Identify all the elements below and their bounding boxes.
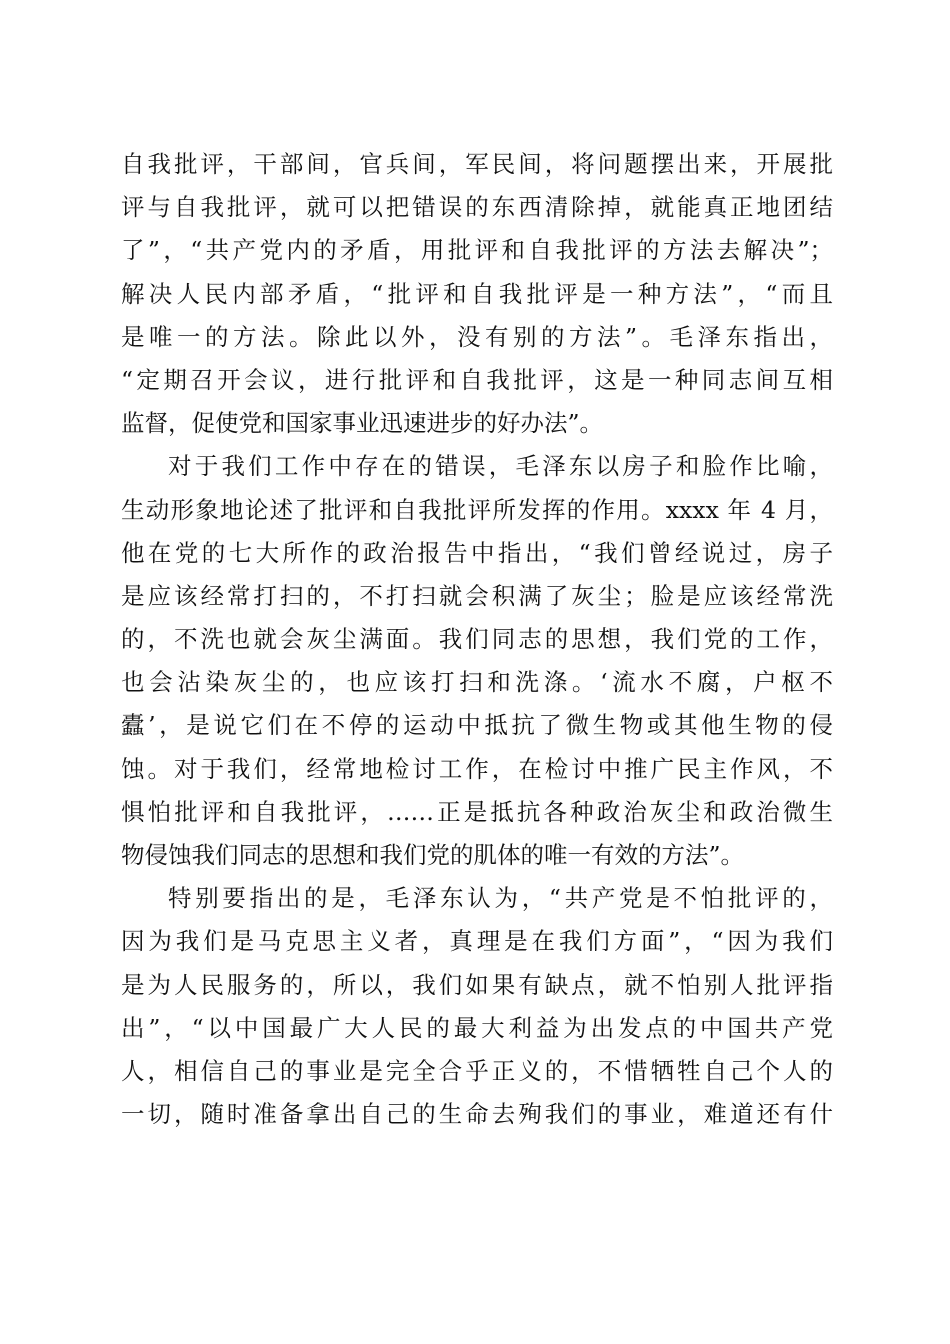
text-line: 是唯一的方法。除此以外，没有别的方法”。毛泽东指出，: [121, 322, 833, 351]
document-page: [121, 143, 833, 1136]
text-line: 是应该经常打扫的，不打扫就会积满了灰尘；脸是应该经常洗: [121, 581, 833, 610]
text-line: 对于我们工作中存在的错误，毛泽东以房子和脸作比喻，: [168, 452, 833, 481]
text-line: 特别要指出的是，毛泽东认为，“共产党是不怕批评的，: [168, 884, 833, 913]
text-line: 蠹’，是说它们在不停的运动中抵抗了微生物或其他生物的侵: [121, 711, 833, 740]
text-line: 了”，“共产党内的矛盾，用批评和自我批评的方法去解决”；: [121, 236, 833, 265]
text-line: 因为我们是马克思主义者，真理是在我们方面”，“因为我们: [121, 927, 833, 956]
text-line: 人，相信自己的事业是完全合乎正义的，不惜牺牲自己个人的: [121, 1056, 833, 1085]
text-line: 蚀。对于我们，经常地检讨工作，在检讨中推广民主作风，不: [121, 754, 833, 783]
paragraph-3: [121, 877, 833, 1136]
text-line: 解决人民内部矛盾，“批评和自我批评是一种方法”，“而且: [121, 279, 833, 308]
text-line: 一切，随时准备拿出自己的生命去殉我们的事业，难道还有什: [121, 1100, 833, 1129]
text-line: 的，不洗也就会灰尘满面。我们同志的思想，我们党的工作，: [121, 625, 833, 654]
text-line: 物侵蚀我们同志的思想和我们党的肌体的唯一有效的方法”。: [121, 841, 745, 869]
text-line: 生动形象地论述了批评和自我批评所发挥的作用。xxxx 年 4 月，: [121, 495, 833, 524]
text-line: 监督，促使党和国家事业迅速进步的好办法”。: [121, 409, 604, 438]
paragraph-2: [121, 445, 833, 877]
text-line: 出”，“以中国最广大人民的最大利益为出发点的中国共产党: [121, 1013, 833, 1042]
paragraph-1: [121, 143, 833, 445]
text-line: 自我批评，干部间，官兵间，军民间，将问题摆出来，开展批: [121, 150, 833, 178]
text-line: 也会沾染灰尘的，也应该打扫和洗涤。‘流水不腐，户枢不: [121, 668, 833, 697]
text-line: 评与自我批评，就可以把错误的东西清除掉，就能真正地团结: [121, 193, 833, 222]
text-line: 他在党的七大所作的政治报告中指出，“我们曾经说过，房子: [121, 538, 833, 567]
text-line: 惧怕批评和自我批评，……正是抵抗各种政治灰尘和政治微生: [121, 797, 833, 826]
text-line: “定期召开会议，进行批评和自我批评，这是一种同志间互相: [121, 365, 833, 394]
text-line: 是为人民服务的，所以，我们如果有缺点，就不怕别人批评指: [121, 970, 833, 999]
